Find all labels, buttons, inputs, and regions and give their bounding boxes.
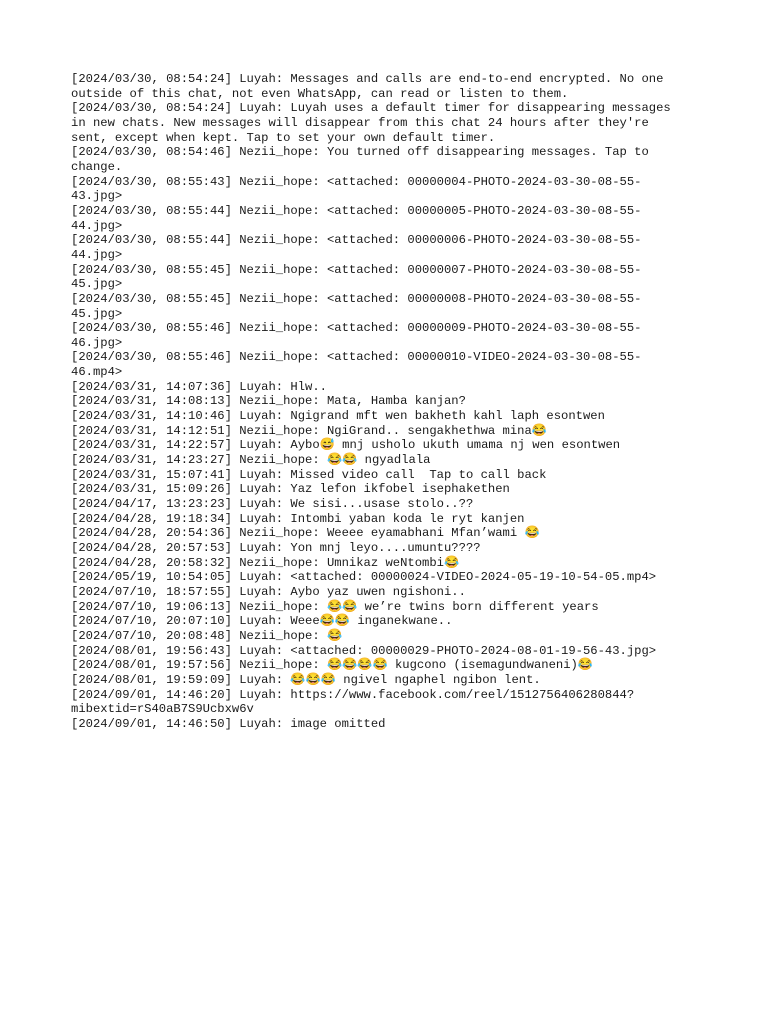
transcript-line: 44.jpg>: [71, 218, 123, 233]
transcript-line: [2024/04/28, 20:57:53] Luyah: Yon mnj leyo....umuntu????: [71, 541, 481, 555]
transcript-line: [2024/03/30, 08:54:46] Nezii_hope: You turned off disappearing messages. Tap to: [71, 145, 649, 160]
transcript-line: [2024/08/01, 19:56:43] Luyah: <attached: 00000029-PHOTO-2024-08-01-19-56-43.jpg>: [71, 643, 657, 658]
transcript-line: [2024/03/30, 08:55:45] Nezii_hope: <attached: 00000008-PHOTO-2024-03-30-08-55-: [71, 291, 642, 306]
transcript-line: [2024/08/01, 19:59:09] Luyah: 😂😂😂 ngivel ngaphel ngibon lent.: [71, 672, 541, 687]
transcript-line: [2024/07/10, 20:07:10] Luyah: Weee😂😂 inganekwane..: [71, 614, 453, 629]
transcript-line: mibextid=rS40aB7S9Ucbxw6v: [71, 702, 254, 717]
transcript-line: [2024/03/31, 15:07:41] Luyah: Missed video call Tap to call back: [71, 467, 547, 482]
transcript-line: 43.jpg>: [71, 189, 123, 204]
chat-transcript: [71, 72, 711, 732]
transcript-line: [2024/03/31, 14:23:27] Nezii_hope: 😂😂 ngyadlala: [71, 453, 431, 468]
transcript-line: 46.jpg>: [71, 335, 123, 350]
transcript-line: [2024/03/30, 08:55:44] Nezii_hope: <attached: 00000005-PHOTO-2024-03-30-08-55-: [71, 203, 642, 218]
transcript-line: 45.jpg>: [71, 306, 123, 321]
transcript-line: [2024/03/31, 14:10:46] Luyah: Ngigrand mft wen bakheth kahl laph esontwen: [71, 409, 605, 424]
transcript-line: [2024/07/10, 19:06:13] Nezii_hope: 😂😂 we’re twins born different years: [71, 599, 599, 614]
transcript-line: [2024/03/31, 14:08:13] Nezii_hope: Mata, Hamba kanjan?: [71, 394, 466, 409]
transcript-line: 46.mp4>: [71, 365, 123, 380]
transcript-line: [2024/03/30, 08:55:46] Nezii_hope: <attached: 00000009-PHOTO-2024-03-30-08-55-: [71, 321, 642, 336]
transcript-line: change.: [71, 159, 123, 174]
transcript-line: [2024/03/31, 15:09:26] Luyah: Yaz lefon ikfobel isephakethen: [71, 482, 510, 497]
transcript-line: [2024/08/01, 19:57:56] Nezii_hope: 😂😂😂😂 kugcono (isemagundwaneni)😂: [71, 658, 594, 673]
transcript-line: [2024/03/30, 08:55:45] Nezii_hope: <attached: 00000007-PHOTO-2024-03-30-08-55-: [71, 262, 642, 277]
transcript-line: [2024/03/31, 14:07:36] Luyah: Hlw..: [71, 379, 327, 394]
transcript-line: [2024/03/31, 14:12:51] Nezii_hope: NgiGrand.. sengakhethwa mina😂: [71, 423, 547, 438]
transcript-line: [2024/09/01, 14:46:20] Luyah: https://www.facebook.com/reel/1512756406280844?: [71, 687, 635, 702]
transcript-line: in new chats. New messages will disappear from this chat 24 hours after they're: [71, 115, 649, 130]
transcript-line: [2024/07/10, 20:08:48] Nezii_hope: 😂: [71, 628, 343, 643]
transcript-line: [2024/03/30, 08:54:24] Luyah: Luyah uses a default timer for disappearing messages: [71, 101, 671, 116]
transcript-line: [2024/03/30, 08:54:24] Luyah: Messages and calls are end-to-end encrypted. No one: [71, 72, 664, 86]
transcript-line: [2024/09/01, 14:46:50] Luyah: image omitted: [71, 716, 386, 731]
transcript-line: [2024/03/31, 14:22:57] Luyah: Aybo😅 mnj usholo ukuth umama nj wen esontwen: [71, 438, 621, 453]
transcript-line: outside of this chat, not even WhatsApp, can read or listen to them.: [71, 86, 569, 101]
transcript-line: [2024/05/19, 10:54:05] Luyah: <attached: 00000024-VIDEO-2024-05-19-10-54-05.mp4>: [71, 570, 657, 585]
transcript-line: [2024/04/17, 13:23:23] Luyah: We sisi...usase stolo..??: [71, 497, 474, 512]
transcript-line: [2024/04/28, 19:18:34] Luyah: Intombi yaban koda le ryt kanjen: [71, 511, 525, 526]
transcript-line: [2024/04/28, 20:58:32] Nezii_hope: Umnikaz weNtombi😂: [71, 555, 460, 570]
transcript-line: sent, except when kept. Tap to set your own default timer.: [71, 130, 496, 145]
transcript-line: [2024/07/10, 18:57:55] Luyah: Aybo yaz uwen ngishoni..: [71, 584, 466, 599]
transcript-line: 45.jpg>: [71, 277, 123, 292]
transcript-line: [2024/04/28, 20:54:36] Nezii_hope: Weeee eyamabhani Mfan’wami 😂: [71, 526, 540, 541]
transcript-line: [2024/03/30, 08:55:43] Nezii_hope: <attached: 00000004-PHOTO-2024-03-30-08-55-: [71, 174, 642, 189]
transcript-line: [2024/03/30, 08:55:44] Nezii_hope: <attached: 00000006-PHOTO-2024-03-30-08-55-: [71, 233, 642, 248]
transcript-line: [2024/03/30, 08:55:46] Nezii_hope: <attached: 00000010-VIDEO-2024-03-30-08-55-: [71, 350, 642, 365]
transcript-line: 44.jpg>: [71, 247, 123, 262]
